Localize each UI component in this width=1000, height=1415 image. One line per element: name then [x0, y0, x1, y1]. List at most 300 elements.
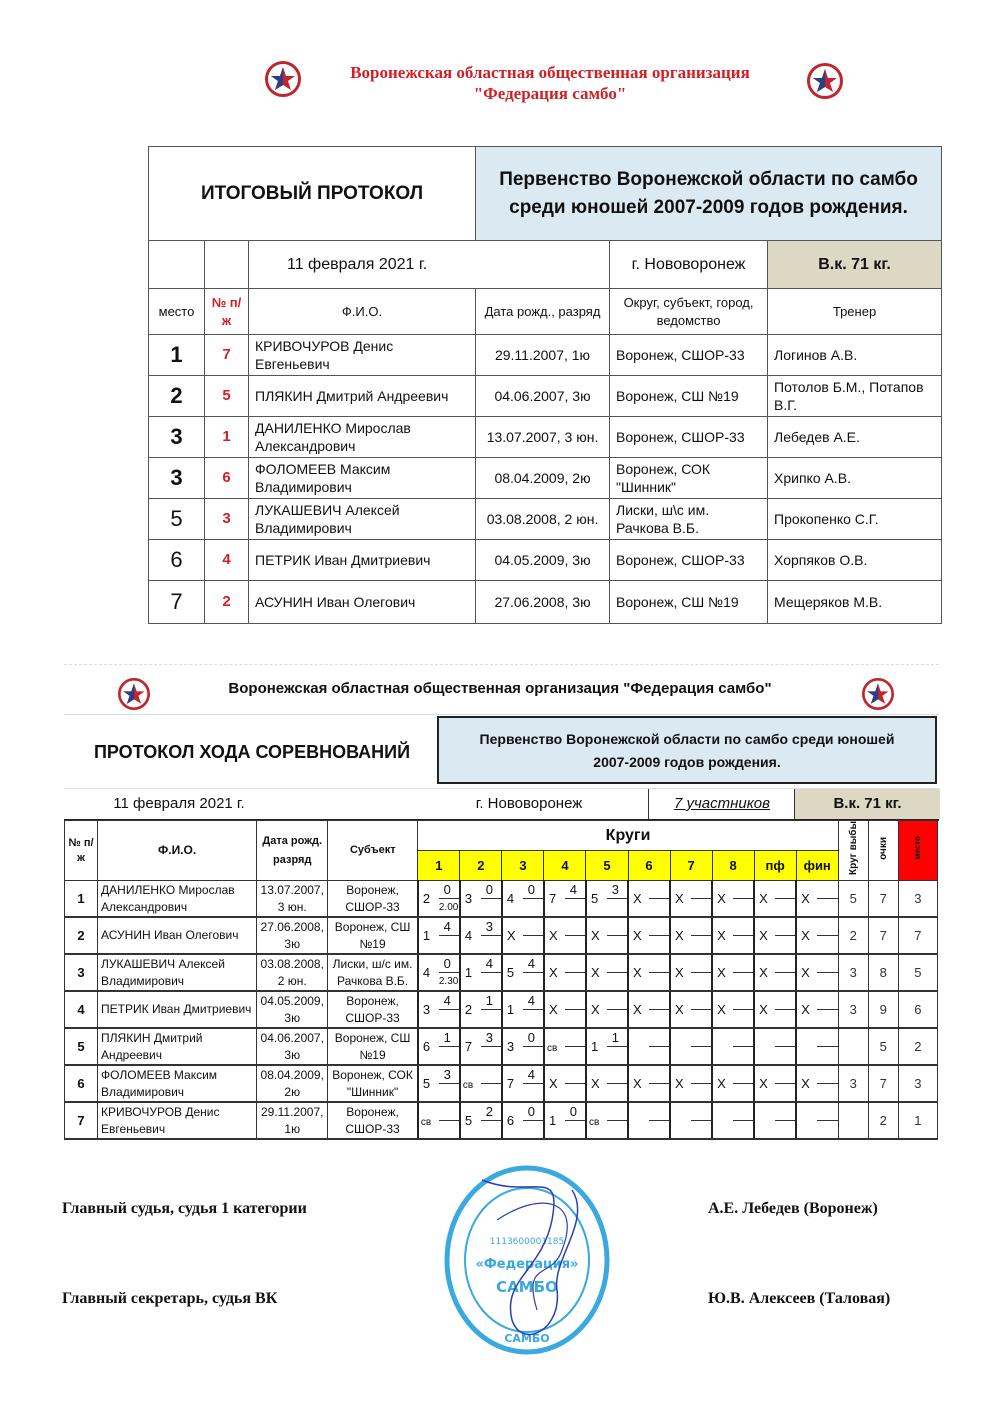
bout-cell	[754, 991, 796, 1028]
opponent-number: 4	[506, 891, 515, 906]
score-divider	[775, 1009, 795, 1010]
birth-rank: 27.06.2008, 3ю	[476, 581, 610, 624]
score-divider	[775, 972, 795, 973]
bout-score: 4	[527, 993, 535, 1008]
score-divider	[649, 1046, 669, 1047]
subject: Воронеж, СШОР-33	[328, 991, 418, 1028]
birth-rank: 04.05.2009, 3ю	[257, 991, 328, 1028]
rounds-won	[838, 1028, 868, 1065]
bout-cell	[586, 991, 628, 1028]
table-row	[65, 917, 938, 954]
bout-score: 0	[527, 882, 535, 897]
divider	[64, 714, 939, 715]
bout-cell	[712, 1028, 754, 1065]
bout-cell	[544, 991, 586, 1028]
athlete-name: ДАНИЛЕНКО Мирослав Александрович	[98, 881, 257, 918]
opponent-number: X	[633, 1076, 642, 1091]
place: 5	[149, 499, 205, 540]
bout-cell	[460, 1028, 502, 1065]
col-header-subject: Субъект	[328, 821, 418, 881]
opponent-number: 2	[422, 891, 431, 906]
opponent-number: X	[675, 891, 684, 906]
birth-rank: 29.11.2007, 1ю	[476, 335, 610, 376]
bout-cell	[418, 1065, 460, 1102]
org-name-line2: "Федерация самбо"	[473, 84, 627, 103]
score-divider	[691, 1009, 711, 1010]
score-divider	[607, 1083, 627, 1084]
subject: Воронеж, СОК "Шинник"	[328, 1065, 418, 1102]
score-divider	[817, 935, 838, 936]
athlete-name: ПЕТРИК Иван Дмитриевич	[249, 540, 476, 581]
opponent-number: X	[801, 928, 810, 943]
opponent-number: X	[759, 1002, 768, 1017]
bout-cell	[418, 881, 460, 918]
athlete-name: ЛУКАШЕВИЧ Алексей Владимирович	[249, 499, 476, 540]
region: Воронеж, СШОР-33	[610, 417, 768, 458]
score-divider	[565, 1120, 585, 1121]
athlete-name: ПЛЯКИН Дмитрий Андреевич	[249, 376, 476, 417]
participant-number: 2	[65, 917, 98, 954]
opponent-number: X	[675, 1076, 684, 1091]
progress-org-name: Воронежская областная общественная организация "Федерация самбо"	[228, 680, 772, 697]
bout-cell	[460, 1102, 502, 1139]
birth-rank: 04.06.2007, 3ю	[476, 376, 610, 417]
opponent-number: св	[546, 1043, 558, 1054]
bout-cell	[796, 954, 838, 991]
table-row	[149, 540, 942, 581]
score-divider	[607, 1009, 627, 1010]
col-header-region: Округ, субъект, город, ведомство	[610, 289, 768, 335]
official-stamp-icon	[442, 1160, 612, 1355]
score-divider	[691, 972, 711, 973]
opponent-number: 7	[464, 1039, 473, 1054]
score-divider	[565, 935, 585, 936]
score-divider	[649, 1083, 669, 1084]
opponent-number: X	[717, 891, 726, 906]
weight-category: В.к. 71 кг.	[794, 789, 940, 819]
score-divider	[733, 898, 753, 899]
bout-cell	[460, 954, 502, 991]
region: Воронеж, СШОР-33	[610, 335, 768, 376]
points: 7	[868, 917, 898, 954]
score-divider	[565, 898, 585, 899]
score-divider	[523, 1083, 543, 1084]
bout-score: 0	[527, 1030, 535, 1045]
opponent-number: 5	[464, 1113, 473, 1128]
place: 3	[149, 458, 205, 499]
bout-cell	[670, 1065, 712, 1102]
opponent-number: X	[717, 1076, 726, 1091]
score-divider	[691, 935, 711, 936]
score-divider	[649, 898, 669, 899]
participant-number: 1	[65, 881, 98, 918]
bout-cell	[670, 917, 712, 954]
coach: Потолов Б.М., Потапов В.Г.	[768, 376, 942, 417]
bout-cell	[796, 991, 838, 1028]
table-row	[149, 499, 942, 540]
opponent-number: X	[633, 965, 642, 980]
bout-cell	[418, 991, 460, 1028]
empty-cell	[149, 241, 205, 289]
bout-time: 2.00	[438, 902, 459, 913]
bout-cell	[544, 881, 586, 918]
rounds-won: 5	[838, 881, 868, 918]
score-divider	[439, 1009, 459, 1010]
bout-cell	[544, 954, 586, 991]
opponent-number: X	[590, 965, 600, 980]
event-title	[476, 147, 942, 241]
bout-cell	[628, 1065, 670, 1102]
score-divider	[691, 1083, 711, 1084]
opponent-number: X	[717, 965, 726, 980]
bout-cell	[502, 881, 544, 918]
score-divider	[733, 972, 753, 973]
opponent-number: 1	[464, 965, 473, 980]
org-name-line1: Воронежская областная общественная организация	[350, 63, 750, 82]
score-divider	[523, 1120, 543, 1121]
weight-category: В.к. 71 кг.	[768, 241, 942, 289]
bout-score: 1	[611, 1030, 620, 1045]
bout-cell	[544, 917, 586, 954]
table-row	[149, 458, 942, 499]
participant-number: 1	[205, 417, 249, 458]
bout-cell	[502, 1065, 544, 1102]
bout-score: 4	[569, 882, 577, 897]
opponent-number: X	[506, 928, 516, 943]
participant-number: 3	[205, 499, 249, 540]
event-date: 11 февраля 2021 г.	[249, 241, 610, 289]
score-divider	[607, 935, 627, 936]
score-divider	[817, 1009, 838, 1010]
score-divider	[439, 1120, 459, 1121]
birth-rank: 13.07.2007, 3 юн.	[257, 881, 328, 918]
score-divider	[775, 1046, 795, 1047]
bout-cell	[628, 881, 670, 918]
birth-rank: 03.08.2008, 2 юн.	[257, 954, 328, 991]
bout-cell	[796, 1102, 838, 1139]
table-row	[65, 1028, 938, 1065]
round-label: 5	[586, 851, 628, 881]
score-divider	[523, 1009, 543, 1010]
opponent-number: X	[675, 928, 684, 943]
score-divider	[649, 1009, 669, 1010]
bout-cell	[586, 917, 628, 954]
coach: Логинов А.В.	[768, 335, 942, 376]
score-divider	[565, 972, 585, 973]
participant-count: 7 участников	[648, 789, 795, 819]
competition-progress-table	[64, 820, 938, 1140]
participant-number: 5	[65, 1028, 98, 1065]
bout-cell	[628, 917, 670, 954]
opponent-number: 7	[506, 1076, 515, 1091]
participant-number: 6	[65, 1065, 98, 1102]
chief-judge-role: Главный судья, судья 1 категории	[62, 1200, 307, 1217]
athlete-name: КРИВОЧУРОВ Денис Евгеньевич	[249, 335, 476, 376]
opponent-number: X	[633, 891, 642, 906]
col-header-rounds-won: Круг выбы	[838, 821, 868, 881]
col-header-birth: Дата рожд. разряд	[257, 821, 328, 881]
bout-cell	[460, 991, 502, 1028]
place: 5	[898, 954, 937, 991]
coach: Хрипко А.В.	[768, 458, 942, 499]
place: 1	[149, 335, 205, 376]
bout-cell	[712, 1065, 754, 1102]
opponent-number: 6	[422, 1039, 431, 1054]
opponent-number: св	[420, 1117, 432, 1128]
bout-cell	[754, 917, 796, 954]
score-divider	[481, 1046, 501, 1047]
score-divider	[733, 935, 753, 936]
col-header-name: Ф.И.О.	[98, 821, 257, 881]
event-date: 11 февраля 2021 г.	[113, 795, 245, 812]
region: Лиски, ш\с им. Рачкова В.Б.	[610, 499, 768, 540]
bout-cell	[796, 917, 838, 954]
event-city: г. Нововоронеж	[610, 241, 768, 289]
opponent-number: X	[759, 928, 768, 943]
points: 7	[868, 1065, 898, 1102]
points: 8	[868, 954, 898, 991]
region: Воронеж, СШ №19	[610, 376, 768, 417]
points: 5	[868, 1028, 898, 1065]
opponent-number: 4	[422, 965, 431, 980]
score-divider	[439, 972, 459, 973]
region: Воронеж, СШОР-33	[610, 540, 768, 581]
rounds-won	[838, 1102, 868, 1139]
score-divider	[649, 972, 669, 973]
score-divider	[649, 1120, 669, 1121]
score-divider	[523, 935, 543, 936]
bout-cell	[544, 1102, 586, 1139]
score-divider	[775, 935, 795, 936]
region: Воронеж, СОК "Шинник"	[610, 458, 768, 499]
score-divider	[607, 1046, 627, 1047]
table-row	[65, 991, 938, 1028]
score-divider	[733, 1046, 753, 1047]
birth-rank: 27.06.2008, 3ю	[257, 917, 328, 954]
table-header-row	[149, 289, 942, 335]
bout-cell	[628, 1028, 670, 1065]
bout-score: 0	[569, 1104, 577, 1119]
place: 3	[898, 881, 937, 918]
col-header-num: № п/ж	[65, 821, 98, 881]
opponent-number: X	[801, 965, 810, 980]
score-divider	[733, 1009, 753, 1010]
opponent-number: X	[801, 1076, 810, 1091]
bout-cell	[460, 881, 502, 918]
col-header-birth: Дата рожд., разряд	[476, 289, 610, 335]
score-divider	[817, 972, 838, 973]
opponent-number: 1	[590, 1039, 599, 1054]
federation-logo-icon	[118, 678, 150, 710]
bout-cell	[502, 954, 544, 991]
bout-score: 3	[485, 919, 493, 934]
opponent-number: X	[633, 1002, 642, 1017]
round-label: фин	[796, 851, 838, 881]
opponent-number: 1	[422, 928, 431, 943]
participant-number: 7	[65, 1102, 98, 1139]
subject: Воронеж, СШ №19	[328, 917, 418, 954]
round-label: 7	[670, 851, 712, 881]
subject: Воронеж, СШОР-33	[328, 1102, 418, 1139]
score-divider	[817, 1046, 838, 1047]
score-divider	[481, 935, 501, 936]
score-divider	[775, 1083, 795, 1084]
round-label: 6	[628, 851, 670, 881]
bout-cell	[502, 991, 544, 1028]
rounds-won: 3	[838, 991, 868, 1028]
opponent-number: 1	[506, 1002, 515, 1017]
bout-cell	[712, 1102, 754, 1139]
bout-cell	[460, 1065, 502, 1102]
birth-rank: 04.05.2009, 3ю	[476, 540, 610, 581]
opponent-number: X	[590, 928, 600, 943]
score-divider	[733, 1083, 753, 1084]
bout-score: 3	[485, 1030, 493, 1045]
progress-event-title	[437, 716, 937, 784]
opponent-number: 3	[464, 891, 473, 906]
opponent-number: 5	[422, 1076, 431, 1091]
opponent-number: X	[675, 965, 684, 980]
athlete-name: АСУНИН Иван Олегович	[249, 581, 476, 624]
opponent-number: 6	[506, 1113, 515, 1128]
athlete-name: ПЛЯКИН Дмитрий Андреевич	[98, 1028, 257, 1065]
points: 9	[868, 991, 898, 1028]
empty-cell	[205, 241, 249, 289]
opponent-number: X	[548, 1076, 558, 1091]
rounds-won: 3	[838, 1065, 868, 1102]
opponent-number: X	[759, 891, 768, 906]
col-header-points: очки	[868, 821, 898, 881]
athlete-name: ПЕТРИК Иван Дмитриевич	[98, 991, 257, 1028]
event-city: г. Нововоронеж	[475, 795, 583, 812]
federation-logo-icon	[862, 678, 894, 710]
bout-score: 4	[443, 919, 451, 934]
bout-cell	[418, 954, 460, 991]
bout-score: 1	[485, 993, 493, 1008]
bout-cell	[712, 881, 754, 918]
score-divider	[607, 1120, 627, 1121]
rounds-won: 3	[838, 954, 868, 991]
bout-cell	[754, 954, 796, 991]
opponent-number: X	[675, 1002, 684, 1017]
athlete-name: ФОЛОМЕЕВ Максим Владимирович	[98, 1065, 257, 1102]
progress-protocol-title: ПРОТОКОЛ ХОДА СОРЕВНОВАНИЙ	[93, 742, 411, 762]
bout-cell	[796, 1065, 838, 1102]
athlete-name: ДАНИЛЕНКО Мирослав Александрович	[249, 417, 476, 458]
bout-cell	[544, 1028, 586, 1065]
bout-score: 0	[485, 882, 493, 897]
opponent-number: 5	[506, 965, 515, 980]
rounds-won: 2	[838, 917, 868, 954]
bout-score: 1	[443, 1030, 451, 1045]
bout-score: 4	[485, 956, 493, 971]
bout-cell	[670, 991, 712, 1028]
table-row	[65, 1065, 938, 1102]
score-divider	[481, 1009, 501, 1010]
score-divider	[439, 898, 459, 899]
coach: Хорпяков О.В.	[768, 540, 942, 581]
col-header-place: место	[898, 821, 937, 881]
opponent-number: X	[590, 1002, 600, 1017]
bout-score: 4	[527, 956, 535, 971]
score-divider	[733, 1120, 753, 1121]
svg-text:САМБО: САМБО	[496, 1278, 558, 1296]
svg-text:САМБО: САМБО	[504, 1332, 550, 1345]
final-protocol-title: ИТОГОВЫЙ ПРОТОКОЛ	[149, 147, 476, 241]
score-divider	[481, 1083, 501, 1084]
bout-cell	[586, 1028, 628, 1065]
col-header-num: № п/ж	[205, 289, 249, 335]
chief-judge-name: А.Е. Лебедев (Воронеж)	[708, 1200, 878, 1217]
participant-number: 7	[205, 335, 249, 376]
place: 3	[898, 1065, 937, 1102]
score-divider	[691, 1046, 711, 1047]
round-label: 1	[418, 851, 460, 881]
participant-number: 4	[65, 991, 98, 1028]
round-label: пф	[754, 851, 796, 881]
chief-secretary-role: Главный секретарь, судья ВК	[62, 1290, 278, 1307]
bout-cell	[628, 1102, 670, 1139]
birth-rank: 04.06.2007, 3ю	[257, 1028, 328, 1065]
birth-rank: 03.08.2008, 2 юн.	[476, 499, 610, 540]
bout-cell	[796, 1028, 838, 1065]
bout-score: 2	[485, 1104, 493, 1119]
final-protocol-table	[148, 146, 942, 624]
score-divider	[439, 1046, 459, 1047]
bout-cell	[754, 881, 796, 918]
table-row	[149, 417, 942, 458]
opponent-number: X	[548, 965, 558, 980]
opponent-number: 2	[464, 1002, 473, 1017]
opponent-number: X	[717, 928, 726, 943]
score-divider	[481, 972, 501, 973]
participant-number: 3	[65, 954, 98, 991]
score-divider	[565, 1009, 585, 1010]
points: 2	[868, 1102, 898, 1139]
place: 7	[149, 581, 205, 624]
bout-score: 4	[527, 1067, 535, 1082]
score-divider	[439, 1083, 459, 1084]
bout-time: 2.30	[438, 976, 459, 987]
organization-header	[250, 62, 850, 104]
birth-rank: 08.04.2009, 2ю	[257, 1065, 328, 1102]
bout-score: 3	[443, 1067, 451, 1082]
bout-cell	[418, 1102, 460, 1139]
opponent-number: св	[462, 1080, 474, 1091]
opponent-number: X	[759, 1076, 768, 1091]
score-divider	[607, 972, 627, 973]
subject: Лиски, ш/с им. Рачкова В.Б.	[328, 954, 418, 991]
athlete-name: ФОЛОМЕЕВ Максим Владимирович	[249, 458, 476, 499]
place: 6	[898, 991, 937, 1028]
bout-cell	[628, 991, 670, 1028]
bout-cell	[796, 881, 838, 918]
subject: Воронеж, СШ №19	[328, 1028, 418, 1065]
bout-cell	[754, 1028, 796, 1065]
col-header-name: Ф.И.О.	[249, 289, 476, 335]
coach: Прокопенко С.Г.	[768, 499, 942, 540]
bout-cell	[502, 1028, 544, 1065]
col-header-coach: Тренер	[768, 289, 942, 335]
svg-text:1113600001185: 1113600001185	[489, 1237, 565, 1247]
bout-cell	[670, 1102, 712, 1139]
bout-cell	[418, 1028, 460, 1065]
opponent-number: 1	[548, 1113, 557, 1128]
subject: Воронеж, СШОР-33	[328, 881, 418, 918]
bout-cell	[544, 1065, 586, 1102]
opponent-number: 3	[422, 1002, 431, 1017]
score-divider	[481, 898, 501, 899]
